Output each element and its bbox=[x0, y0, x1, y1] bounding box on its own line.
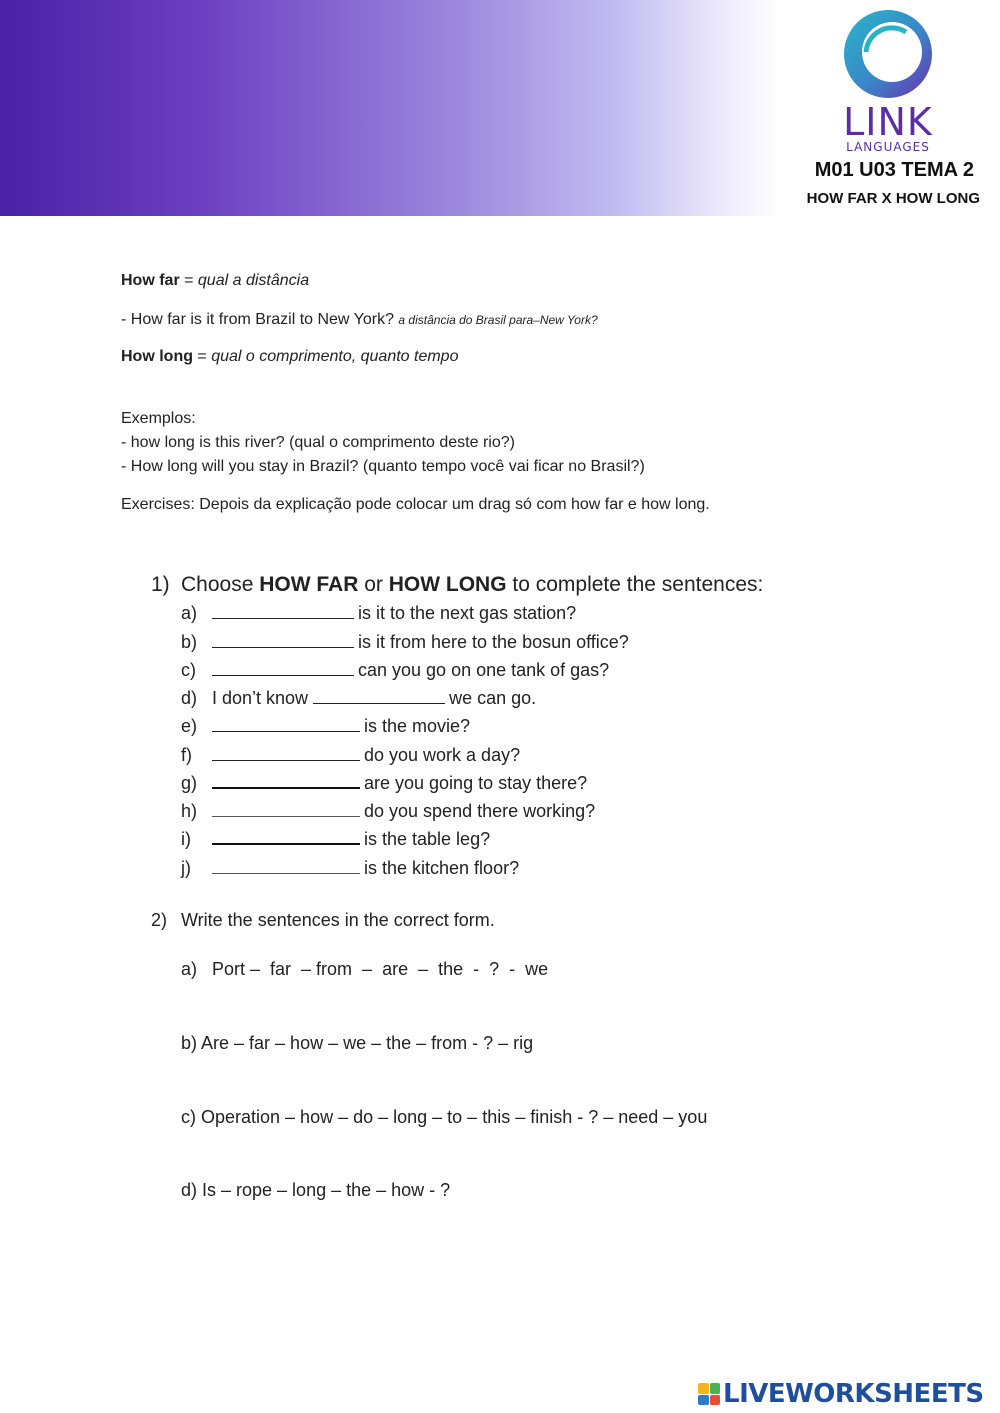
q1-item-c bbox=[181, 660, 609, 681]
q1-suffix: to complete the sentences: bbox=[506, 573, 764, 596]
how-far-term: How far bbox=[121, 272, 180, 289]
badge-tile bbox=[698, 1383, 709, 1394]
example-stay-brazil: - How long will you stay in Brazil? (quanto tempo você vai ficar no Brasil?) bbox=[121, 458, 645, 475]
answer-blank-d[interactable] bbox=[313, 689, 445, 704]
q1-item-d bbox=[181, 688, 536, 709]
answer-blank-g[interactable] bbox=[212, 773, 360, 789]
example-river: - how long is this river? (qual o comprimento deste rio?) bbox=[121, 434, 515, 451]
item-letter: d) bbox=[181, 688, 198, 708]
q1-item-j bbox=[181, 858, 519, 879]
item-text: is the movie? bbox=[364, 716, 471, 736]
link-languages-logo bbox=[836, 2, 940, 156]
equals-sign: = bbox=[192, 348, 212, 365]
q1-option-how-long: HOW LONG bbox=[388, 573, 507, 596]
how-long-term: How long bbox=[121, 348, 193, 365]
answer-blank-h[interactable] bbox=[212, 802, 360, 817]
logo-subtext: LANGUAGES bbox=[846, 140, 930, 154]
item-text: is it to the next gas station? bbox=[358, 603, 577, 623]
lesson-code: M01 U03 TEMA 2 bbox=[814, 159, 974, 181]
how-far-meaning: qual a distância bbox=[197, 272, 310, 289]
item-letter: g) bbox=[181, 773, 198, 793]
how-far-definition bbox=[121, 272, 309, 290]
logo-word: LINK bbox=[843, 100, 933, 144]
lesson-subtitle: HOW FAR X HOW LONG bbox=[806, 190, 980, 207]
swirl-logo-icon bbox=[836, 2, 940, 106]
item-text: do you work a day? bbox=[364, 745, 521, 765]
item-text: we can go. bbox=[449, 688, 537, 708]
item-letter: a) bbox=[181, 603, 198, 623]
how-long-definition bbox=[121, 348, 458, 366]
liveworksheets-badge-icon bbox=[698, 1383, 720, 1405]
liveworksheets-brand bbox=[698, 1376, 984, 1412]
item-text: is the kitchen floor? bbox=[364, 858, 520, 878]
how-long-meaning: qual o comprimento, quanto tempo bbox=[211, 348, 459, 365]
item-letter: i) bbox=[181, 829, 191, 849]
question-1-title bbox=[151, 573, 763, 597]
q1-option-how-far: HOW FAR bbox=[259, 573, 359, 596]
answer-blank-e[interactable] bbox=[212, 717, 360, 732]
exercises-note: Exercises: Depois da explicação pode colocar um drag só com how far e how long. bbox=[121, 496, 710, 513]
q1-item-f bbox=[181, 745, 520, 766]
item-text: do you spend there working? bbox=[364, 801, 596, 821]
item-letter: f) bbox=[181, 745, 192, 765]
item-letter: e) bbox=[181, 716, 198, 736]
q1-or: or bbox=[358, 573, 389, 596]
question-2-title bbox=[151, 910, 495, 931]
badge-tile bbox=[710, 1395, 721, 1406]
item-text-before: I don’t know bbox=[212, 688, 309, 708]
item-letter: j) bbox=[181, 858, 191, 878]
q1-item-e bbox=[181, 716, 470, 737]
scramble-b: b) Are – far – how – we – the – from - ? – rig bbox=[181, 1033, 534, 1053]
item-letter: c) bbox=[181, 660, 196, 680]
answer-blank-b[interactable] bbox=[212, 633, 354, 648]
liveworksheets-wordmark: LIVEWORKSHEETS bbox=[723, 1379, 984, 1409]
answer-blank-i[interactable] bbox=[212, 829, 360, 845]
scramble-c: c) Operation – how – do – long – to – this – finish - ? – need – you bbox=[181, 1107, 708, 1127]
answer-blank-c[interactable] bbox=[212, 661, 354, 676]
q1-item-i bbox=[181, 829, 490, 850]
scramble-a: a) Port – far – from – are – the - ? - we bbox=[181, 959, 549, 979]
how-far-example-text: - How far is it from Brazil to New York? bbox=[121, 311, 399, 328]
answer-blank-j[interactable] bbox=[212, 859, 360, 874]
badge-tile bbox=[710, 1383, 721, 1394]
scramble-d: d) Is – rope – long – the – how - ? bbox=[181, 1180, 451, 1200]
q1-item-g bbox=[181, 773, 587, 794]
answer-blank-f[interactable] bbox=[212, 746, 360, 761]
examples-label: Exemplos: bbox=[121, 410, 196, 427]
q1-item-h bbox=[181, 801, 595, 822]
badge-tile bbox=[698, 1395, 709, 1406]
item-text: is it from here to the bosun office? bbox=[358, 632, 629, 652]
item-text: can you go on one tank of gas? bbox=[358, 660, 610, 680]
q1-item-a bbox=[181, 603, 576, 624]
q1-prefix: Choose bbox=[181, 573, 260, 596]
question-number: 2) bbox=[151, 910, 168, 930]
answer-blank-a[interactable] bbox=[212, 604, 354, 619]
how-far-example bbox=[121, 311, 598, 329]
item-text: are you going to stay there? bbox=[364, 773, 588, 793]
item-text: is the table leg? bbox=[364, 829, 491, 849]
equals-sign: = bbox=[179, 272, 198, 289]
q2-title-text: Write the sentences in the correct form. bbox=[181, 910, 495, 930]
question-number: 1) bbox=[151, 573, 170, 596]
item-letter: h) bbox=[181, 801, 198, 821]
q1-item-b bbox=[181, 632, 629, 653]
how-far-example-note: a distância do Brasil para–New York? bbox=[398, 313, 598, 327]
item-letter: b) bbox=[181, 632, 198, 652]
